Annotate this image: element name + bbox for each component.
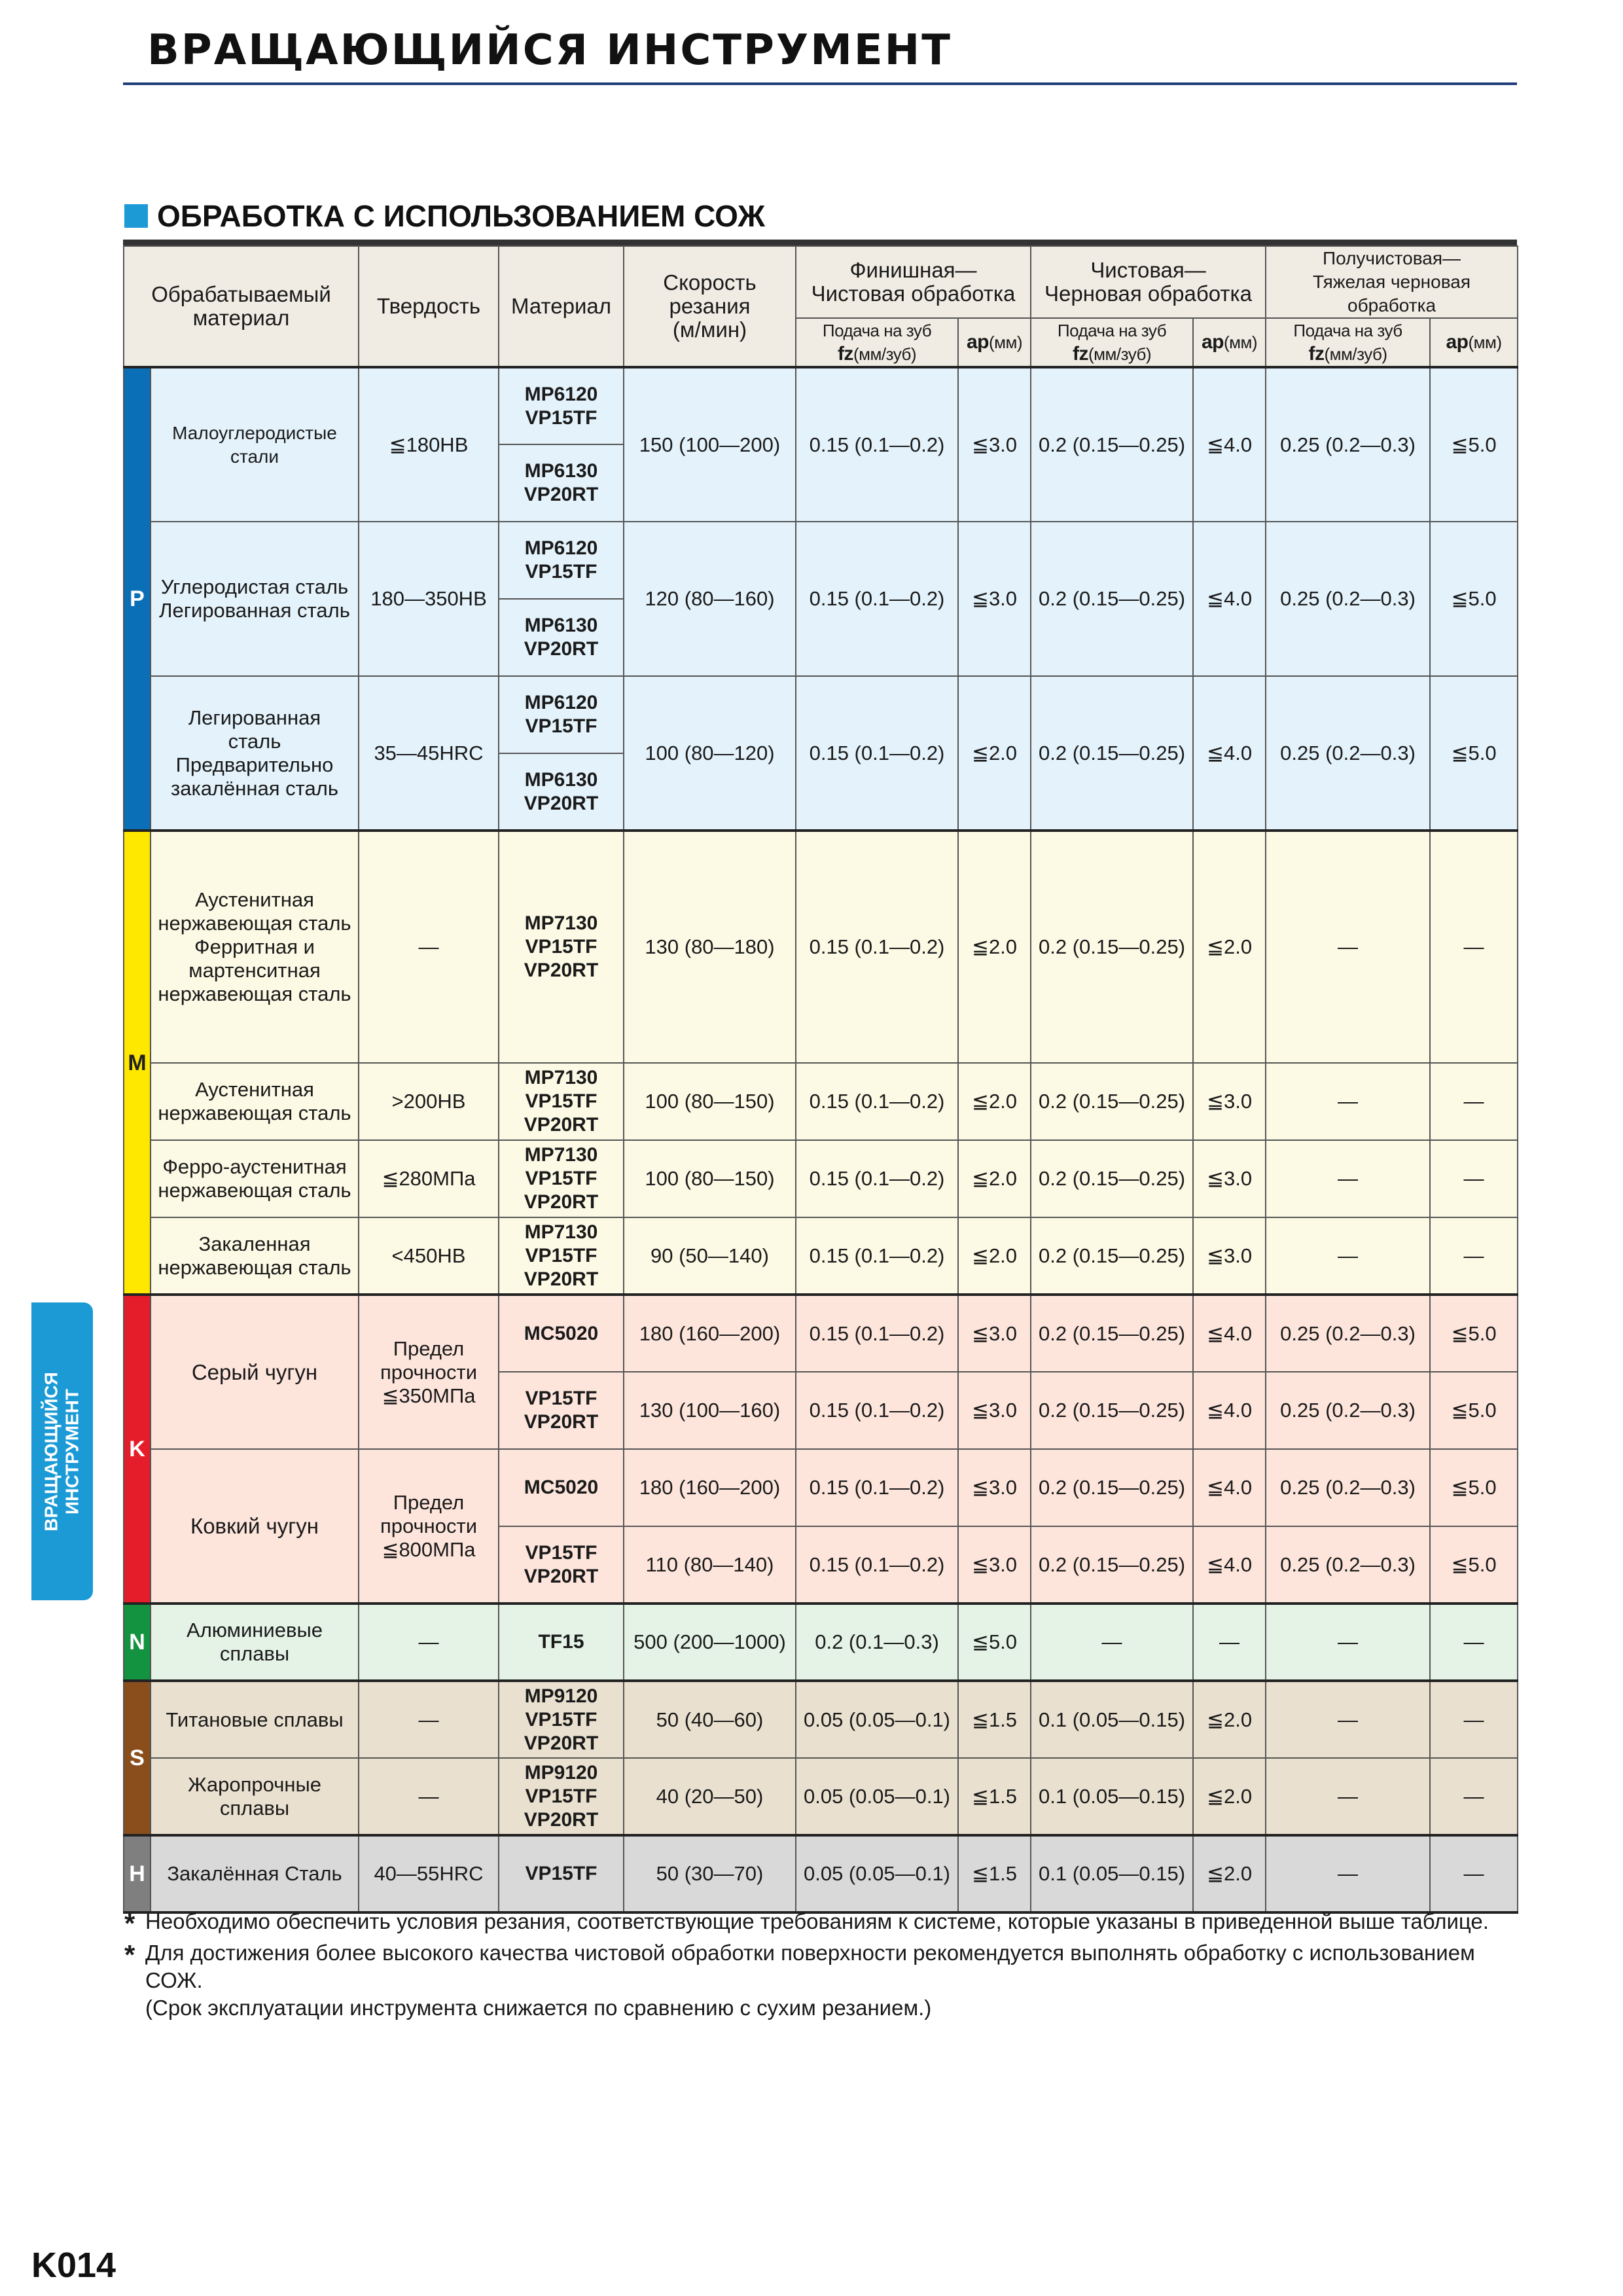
ap-semi-cell: ≦2.0 [1193,831,1266,1063]
feed-semi-cell: 0.2 (0.15—0.25) [1031,522,1193,676]
table-row [124,1758,1518,1835]
ap-finish-cell: ≦3.0 [958,1295,1031,1372]
hardness-cell: Предел прочности ≦350МПа [359,1295,499,1449]
hardness-cell: — [359,1681,499,1758]
feed-finish-cell: 0.15 (0.1—0.2) [796,1063,958,1140]
section-rule [123,240,1517,245]
feed-semi-cell: 0.2 (0.15—0.25) [1031,676,1193,831]
grade-cell: MP6130 VP20RT [499,444,624,522]
material-cell: Закалённая Сталь [151,1835,359,1912]
feed-semi-cell: 0.2 (0.15—0.25) [1031,1140,1193,1217]
material-cell: Алюминиевые сплавы [151,1604,359,1681]
iso-label-h: H [124,1835,151,1912]
ap-heavy-cell: — [1430,1758,1518,1835]
hardness-cell: Предел прочности ≦800МПа [359,1449,499,1604]
feed-finish-cell: 0.2 (0.1—0.3) [796,1604,958,1681]
feed-finish-cell: 0.15 (0.1—0.2) [796,1295,958,1372]
ap-heavy-cell: ≦5.0 [1430,367,1518,522]
grade-cell: MC5020 [499,1449,624,1526]
feed-heavy-cell: — [1266,1217,1430,1295]
ap-semi-cell: — [1193,1604,1266,1681]
header-feed-3: Подача на зуб fz(мм/зуб) [1266,318,1430,367]
hardness-cell: ≦280МПа [359,1140,499,1217]
ap-semi-cell: ≦4.0 [1193,1526,1266,1604]
ap-finish-cell: ≦1.5 [958,1835,1031,1912]
ap-semi-cell: ≦4.0 [1193,367,1266,522]
section-title: ОБРАБОТКА С ИСПОЛЬЗОВАНИЕМ СОЖ [157,199,765,233]
ap-semi-cell: ≦2.0 [1193,1758,1266,1835]
speed-cell: 90 (50—140) [624,1217,796,1295]
iso-label-p: P [124,367,151,831]
feed-semi-cell: 0.2 (0.15—0.25) [1031,1526,1193,1604]
grade-cell: VP15TF [499,1835,624,1912]
ap-heavy-cell: ≦5.0 [1430,1526,1518,1604]
header-heavy-line1: Получистовая— [1323,248,1461,268]
material-cell: Жаропрочные сплавы [151,1758,359,1835]
hardness-cell: >200HB [359,1063,499,1140]
speed-cell: 100 (80—150) [624,1140,796,1217]
speed-cell: 130 (100—160) [624,1372,796,1449]
feed-finish-cell: 0.15 (0.1—0.2) [796,1526,958,1604]
ap-heavy-cell: ≦5.0 [1430,1295,1518,1372]
footnote-text-2-line2: (Срок эксплуатации инструмента снижается по сравнению с сухим резанием.) [145,1996,932,2020]
grade-cell: MP9120 VP15TF VP20RT [499,1681,624,1758]
feed-heavy-cell: — [1266,1063,1430,1140]
table-row [124,1140,1518,1217]
side-tab-line1: ВРАЩАЮЩИЙСЯ [41,1371,62,1532]
table-row [124,367,1518,444]
footnote-text-1: Необходимо обеспечить условия резания, соответствующие требованиям к системе, которые указаны в приведенной выше таблице. [145,1909,1489,1933]
ap-heavy-cell: — [1430,1063,1518,1140]
grade-cell: MC5020 [499,1295,624,1372]
feed-semi-cell: 0.2 (0.15—0.25) [1031,831,1193,1063]
header-finish-line1: Финишная— [849,258,977,282]
header-semi [1031,246,1266,318]
ap-semi-cell: ≦4.0 [1193,1372,1266,1449]
feed-semi-cell: 0.1 (0.05—0.15) [1031,1681,1193,1758]
title-rule [123,82,1517,85]
footnote-2 [124,1939,1531,2022]
page-number: K014 [31,2246,116,2285]
header-ap-2: ap(мм) [1193,318,1266,367]
material-cell: Закаленная нержавеющая сталь [151,1217,359,1295]
header-ap-3: ap(мм) [1430,318,1518,367]
feed-heavy-cell: 0.25 (0.2—0.3) [1266,1295,1430,1372]
asterisk-icon: * [124,1908,135,1939]
speed-cell: 50 (40—60) [624,1681,796,1758]
table-row [124,522,1518,599]
feed-finish-cell: 0.15 (0.1—0.2) [796,1449,958,1526]
ap-finish-cell: ≦2.0 [958,1140,1031,1217]
iso-label-m: M [124,831,151,1295]
header-finish [796,246,1031,318]
speed-cell: 120 (80—160) [624,522,796,676]
ap-finish-cell: ≦1.5 [958,1758,1031,1835]
footnote-text-2 [145,1939,1531,2022]
speed-cell: 180 (160—200) [624,1295,796,1372]
table-row [124,831,1518,1063]
feed-heavy-cell: 0.25 (0.2—0.3) [1266,1449,1430,1526]
ap-finish-cell: ≦2.0 [958,1063,1031,1140]
feed-heavy-cell: 0.25 (0.2—0.3) [1266,367,1430,522]
ap-finish-cell: ≦2.0 [958,831,1031,1063]
feed-finish-cell: 0.15 (0.1—0.2) [796,1372,958,1449]
header-speed-line3: (м/мин) [672,317,747,342]
feed-heavy-cell: — [1266,1140,1430,1217]
header-semi-line1: Чистовая— [1090,258,1206,282]
feed-heavy-cell: — [1266,1835,1430,1912]
feed-heavy-cell: — [1266,1758,1430,1835]
feed-finish-cell: 0.15 (0.1—0.2) [796,1140,958,1217]
feed-finish-cell: 0.05 (0.05—0.1) [796,1681,958,1758]
feed-semi-cell: 0.2 (0.15—0.25) [1031,1217,1193,1295]
feed-finish-cell: 0.15 (0.1—0.2) [796,676,958,831]
speed-cell: 100 (80—120) [624,676,796,831]
ap-finish-cell: ≦3.0 [958,1526,1031,1604]
grade-cell: MP6120 VP15TF [499,676,624,753]
ap-finish-cell: ≦3.0 [958,1372,1031,1449]
speed-cell: 150 (100—200) [624,367,796,522]
hardness-cell: 35—45HRC [359,676,499,831]
feed-semi-cell: — [1031,1604,1193,1681]
section-square-icon [124,204,148,228]
material-cell: Ковкий чугун [151,1449,359,1604]
material-cell: Малоуглеродистые стали [151,367,359,522]
material-cell: Ферро-аустенитная нержавеющая сталь [151,1140,359,1217]
ap-finish-cell: ≦2.0 [958,676,1031,831]
ap-semi-cell: ≦3.0 [1193,1217,1266,1295]
ap-finish-cell: ≦1.5 [958,1681,1031,1758]
ap-finish-cell: ≦3.0 [958,522,1031,676]
ap-semi-cell: ≦4.0 [1193,522,1266,676]
ap-heavy-cell: ≦5.0 [1430,1372,1518,1449]
header-material: Обрабатываемый материал [124,246,359,367]
feed-semi-cell: 0.2 (0.15—0.25) [1031,1063,1193,1140]
grade-cell: TF15 [499,1604,624,1681]
header-feed-1: Подача на зуб fz(мм/зуб) [796,318,958,367]
grade-cell: MP9120 VP15TF VP20RT [499,1758,624,1835]
feed-finish-cell: 0.05 (0.05—0.1) [796,1758,958,1835]
table-row [124,1449,1518,1526]
grade-cell: MP6120 VP15TF [499,522,624,599]
material-cell: Углеродистая сталь Легированная сталь [151,522,359,676]
ap-heavy-cell: — [1430,1217,1518,1295]
table-row [124,1681,1518,1758]
grade-cell: MP6120 VP15TF [499,367,624,444]
feed-semi-cell: 0.2 (0.15—0.25) [1031,1295,1193,1372]
ap-semi-cell: ≦4.0 [1193,1449,1266,1526]
feed-heavy-cell: 0.25 (0.2—0.3) [1266,522,1430,676]
cutting-conditions-table [123,245,1518,1914]
feed-semi-cell: 0.1 (0.05—0.15) [1031,1835,1193,1912]
footnote-1 [124,1908,1531,1939]
feed-finish-cell: 0.15 (0.1—0.2) [796,522,958,676]
table-row [124,1835,1518,1912]
side-tab[interactable] [31,1302,93,1600]
ap-finish-cell: ≦5.0 [958,1604,1031,1681]
hardness-cell: 180—350HB [359,522,499,676]
header-ap-1: ap(мм) [958,318,1031,367]
ap-heavy-cell: ≦5.0 [1430,1449,1518,1526]
feed-heavy-cell: — [1266,1604,1430,1681]
feed-finish-cell: 0.15 (0.1—0.2) [796,831,958,1063]
speed-cell: 50 (30—70) [624,1835,796,1912]
asterisk-icon: * [124,1939,135,1970]
hardness-cell: 40—55HRC [359,1835,499,1912]
grade-cell: MP7130 VP15TF VP20RT [499,1217,624,1295]
grade-cell: MP7130 VP15TF VP20RT [499,1063,624,1140]
header-speed [624,246,796,367]
speed-cell: 110 (80—140) [624,1526,796,1604]
ap-heavy-cell: — [1430,831,1518,1063]
page-title: ВРАЩАЮЩИЙСЯ ИНСТРУМЕНТ [147,26,952,75]
speed-cell: 100 (80—150) [624,1063,796,1140]
header-speed-line1: Скорость [663,270,757,295]
feed-finish-cell: 0.05 (0.05—0.1) [796,1835,958,1912]
material-cell: Титановые сплавы [151,1681,359,1758]
feed-finish-cell: 0.15 (0.1—0.2) [796,1217,958,1295]
speed-cell: 130 (80—180) [624,831,796,1063]
feed-heavy-cell: 0.25 (0.2—0.3) [1266,676,1430,831]
table-row [124,1604,1518,1681]
grade-cell: MP6130 VP20RT [499,753,624,831]
side-tab-line2: ИНСТРУМЕНТ [62,1388,83,1515]
grade-cell: VP15TF VP20RT [499,1526,624,1604]
header-feed-2: Подача на зуб fz(мм/зуб) [1031,318,1193,367]
header-hardness: Твердость [359,246,499,367]
header-grade: Материал [499,246,624,367]
feed-semi-cell: 0.2 (0.15—0.25) [1031,367,1193,522]
ap-semi-cell: ≦3.0 [1193,1140,1266,1217]
grade-cell: VP15TF VP20RT [499,1372,624,1449]
header-heavy [1266,246,1518,318]
material-cell: Аустенитная нержавеющая сталь Ферритная и мартенситная нержавеющая сталь [151,831,359,1063]
ap-finish-cell: ≦3.0 [958,1449,1031,1526]
ap-semi-cell: ≦2.0 [1193,1681,1266,1758]
ap-semi-cell: ≦4.0 [1193,1295,1266,1372]
hardness-cell: <450HB [359,1217,499,1295]
grade-cell: MP6130 VP20RT [499,599,624,676]
speed-cell: 180 (160—200) [624,1449,796,1526]
ap-heavy-cell: ≦5.0 [1430,522,1518,676]
feed-heavy-cell: — [1266,1681,1430,1758]
iso-label-n: N [124,1604,151,1681]
ap-heavy-cell: — [1430,1835,1518,1912]
hardness-cell: ≦180HB [359,367,499,522]
ap-finish-cell: ≦3.0 [958,367,1031,522]
feed-semi-cell: 0.2 (0.15—0.25) [1031,1449,1193,1526]
table-row [124,1295,1518,1372]
speed-cell: 40 (20—50) [624,1758,796,1835]
header-speed-line2: резания [669,294,751,318]
header-finish-line2: Чистовая обработка [811,281,1016,306]
grade-cell: MP7130 VP15TF VP20RT [499,831,624,1063]
ap-heavy-cell: ≦5.0 [1430,676,1518,831]
table-row [124,1063,1518,1140]
section-heading [124,196,765,236]
feed-finish-cell: 0.15 (0.1—0.2) [796,367,958,522]
feed-semi-cell: 0.1 (0.05—0.15) [1031,1758,1193,1835]
speed-cell: 500 (200—1000) [624,1604,796,1681]
iso-label-k: K [124,1295,151,1604]
header-heavy-line2: Тяжелая черновая обработка [1313,272,1471,315]
ap-heavy-cell: — [1430,1681,1518,1758]
header-semi-line2: Черновая обработка [1044,281,1252,306]
ap-finish-cell: ≦2.0 [958,1217,1031,1295]
ap-semi-cell: ≦3.0 [1193,1063,1266,1140]
ap-heavy-cell: — [1430,1140,1518,1217]
ap-semi-cell: ≦4.0 [1193,676,1266,831]
grade-cell: MP7130 VP15TF VP20RT [499,1140,624,1217]
feed-heavy-cell: 0.25 (0.2—0.3) [1266,1372,1430,1449]
footnotes [124,1908,1531,2022]
feed-heavy-cell: 0.25 (0.2—0.3) [1266,1526,1430,1604]
ap-semi-cell: ≦2.0 [1193,1835,1266,1912]
table-row [124,1217,1518,1295]
table-row [124,676,1518,753]
feed-semi-cell: 0.2 (0.15—0.25) [1031,1372,1193,1449]
hardness-cell: — [359,1758,499,1835]
footnote-text-2-line1: Для достижения более высокого качества чистовой обработки поверхности рекомендуется выполнять обработку с использованием СОЖ. [145,1941,1475,1992]
material-cell: Серый чугун [151,1295,359,1449]
material-cell: Легированная сталь Предварительно закалённая сталь [151,676,359,831]
material-cell: Аустенитная нержавеющая сталь [151,1063,359,1140]
hardness-cell: — [359,1604,499,1681]
feed-heavy-cell: — [1266,831,1430,1063]
hardness-cell: — [359,831,499,1063]
iso-label-s: S [124,1681,151,1835]
ap-heavy-cell: — [1430,1604,1518,1681]
